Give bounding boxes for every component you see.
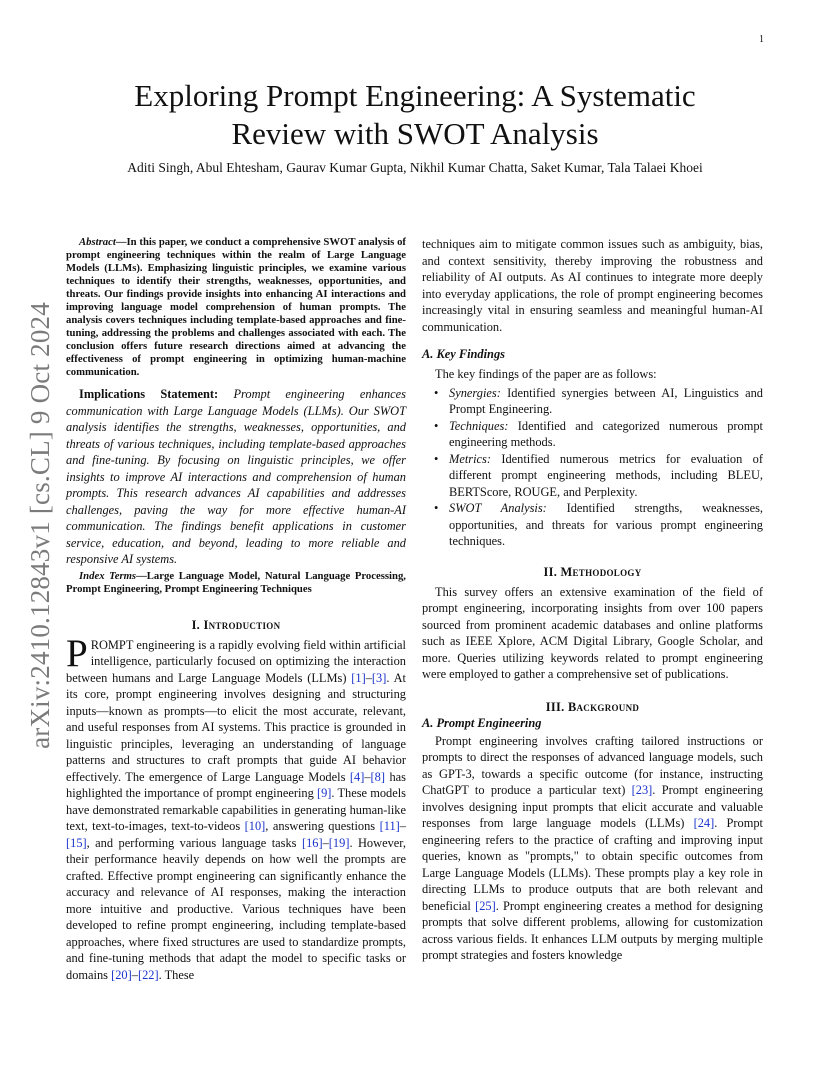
implications-lead: Implications Statement: xyxy=(79,387,219,401)
title-line-2: Review with SWOT Analysis xyxy=(231,116,599,151)
key-finding-text: Identified strengths, weaknesses, opportunities, and threats for various prompt engineering techniques. xyxy=(449,501,763,548)
text-segment: ROMPT engineering is a rapidly evolving field within artificial intelligence, particularly focused on optimizing the interaction between humans and Large Language Models (LLMs) xyxy=(66,637,406,685)
intro-heading: I. Introduction xyxy=(191,617,281,632)
citation: [4] xyxy=(349,769,365,784)
page-number: 1 xyxy=(759,34,764,45)
key-finding-text: Identified synergies between AI, Linguistics and Prompt Engineering. xyxy=(449,385,763,416)
key-findings-heading: A. Key Findings xyxy=(422,347,505,361)
bullet-glyph: • xyxy=(434,501,439,515)
prompt-engineering-subheading: A. Prompt Engineering xyxy=(422,715,542,730)
text-segment: – xyxy=(399,819,406,833)
citation: [8] xyxy=(370,769,385,784)
text-segment: , answering questions xyxy=(265,819,380,833)
text-segment: Prompt engineering involves crafting tailored instructions or prompts to direct the responses of advanced language models, such as GPT-3, towards a specific outcome (for instance, instructing ChatGPT to produce a particular text) xyxy=(422,733,763,797)
background-heading: III. Background xyxy=(545,699,640,714)
paper-title xyxy=(80,77,750,153)
text-segment: has highlighted the importance of prompt engineering xyxy=(66,769,406,800)
text-segment: – xyxy=(322,835,329,850)
key-finding-item xyxy=(422,418,763,451)
text-segment: . These xyxy=(158,967,195,982)
background-paragraph xyxy=(422,733,763,964)
index-terms-lead: Index Terms xyxy=(79,569,137,582)
key-finding-item xyxy=(422,500,763,550)
key-finding-item xyxy=(422,451,763,501)
implications-statement xyxy=(66,386,406,568)
key-finding-text: Identified numerous metrics for evaluation of different prompt engineering methods, including BLEU, BERTScore, ROUGE, and Perplexity. xyxy=(449,451,763,499)
citation: [3] xyxy=(371,670,387,685)
citation: [25] xyxy=(475,898,496,913)
arxiv-side-stamp xyxy=(16,298,64,753)
key-finding-label: SWOT Analysis: xyxy=(449,501,547,515)
text-segment: . However, their performance heavily depends on how well the prompts are crafted. Effective prompt engineering can significantly enhance the accuracy and relevance of AI responses, making the interaction more intuitive and productive. Various techniques have been developed to refine prompt engineering, including template-based approaches, where fixed structures are used to standardize prompts, and fine-tuning methods that adapt the model to specific tasks or domains xyxy=(66,835,406,982)
text-segment: . Prompt engineering refers to the practice of crafting and improving input queries, known as "prompts," to obtain specific outcomes from Large Language Models (LLMs). These prompts play a key role in directing LLMs to produce outputs that are both relevant and beneficial xyxy=(422,816,763,913)
citation: [24] xyxy=(693,816,715,830)
key-finding-label: Synergies: xyxy=(449,385,501,400)
key-finding-label: Techniques: xyxy=(449,418,509,433)
bullet-glyph: • xyxy=(434,451,439,466)
citation: [9] xyxy=(316,786,332,800)
bullet-glyph: • xyxy=(434,418,439,433)
text-segment: . These models have demonstrated remarkable capabilities in generating human-like text, text-to-images, text-to-videos xyxy=(66,786,407,833)
citation: [10] xyxy=(244,819,266,833)
key-finding-item xyxy=(422,385,763,418)
author-list: Aditi Singh, Abul Ehtesham, Gaurav Kumar Gupta, Nikhil Kumar Chatta, Saket Kumar, Tala Talaei Khoei xyxy=(127,160,703,175)
citation: [22] xyxy=(137,967,159,982)
citation: [23] xyxy=(631,783,653,797)
key-findings-list xyxy=(422,385,763,550)
text-segment: . Prompt engineering creates a method for designing prompts that solve different problems, allowing for customization across various fields. It enhances LLM outputs by merging multiple prompt strategies and fosters knowledge xyxy=(422,898,763,962)
intro-dropcap: P xyxy=(66,631,88,675)
citation: [16] xyxy=(301,835,323,850)
abstract-text: —In this paper, we conduct a comprehensive SWOT analysis of prompt engineering techniques within the realm of Large Language Models (LLMs). Emphasizing linguistic principles, we examine various techniques to identify their strengths, weaknesses, opportunities, and threats. Our findings provide insights into enhancing AI interactions and improving language model comprehension of human prompts. The analysis covers techniques including template-based approaches and fine-tuning, addressing the problems and challenges associated with each. The conclusion offers future research directions aimed at advancing the effectiveness of prompt engineering in optimizing human-machine communication. xyxy=(66,236,406,378)
key-finding-text: Identified and categorized numerous prompt engineering methods. xyxy=(449,418,763,449)
intro-continued: techniques aim to mitigate common issues such as ambiguity, bias, and context sensitivity, thereby improving the robustness and reliability of AI outputs. As AI continues to integrate more deeply into everyday applications, the role of prompt engineering becomes increasingly vital in ensuring seamless and meaningful human-AI communication. xyxy=(422,237,763,334)
citation: [20] xyxy=(111,967,132,982)
intro-paragraph xyxy=(66,631,407,984)
text-segment: . Prompt engineering involves designing input prompts that elicit accurate and valuable responses from large language models (LLMs) xyxy=(422,783,763,830)
citation: [11] xyxy=(379,819,400,833)
intro-text xyxy=(66,631,407,982)
key-finding-label: Metrics: xyxy=(449,451,491,466)
text-segment: – xyxy=(131,967,138,982)
text-segment: , and performing various language tasks xyxy=(86,835,302,850)
citation: [15] xyxy=(66,835,87,850)
title-line-1: Exploring Prompt Engineering: A Systematic xyxy=(134,78,696,113)
citation: [19] xyxy=(328,835,350,850)
right-column xyxy=(422,236,763,964)
left-column xyxy=(66,236,406,983)
index-terms xyxy=(66,570,406,596)
citation: [1] xyxy=(351,670,366,685)
bullet-glyph: • xyxy=(434,385,439,400)
abstract xyxy=(66,236,406,379)
index-terms-text: —Large Language Model, Natural Language Processing, Prompt Engineering, Prompt Engineering Techniques xyxy=(66,569,406,595)
key-findings-intro: The key findings of the paper are as follows: xyxy=(435,367,657,381)
text-segment: . At its core, prompt engineering involves designing and structuring inputs—known as prompts—to elicit the most accurate, relevant, and useful responses from AI systems. This practice is grounded in linguistic principles, leveraging an understanding of language patterns and structures to craft prompts that guide AI behavior effectively. The emergence of Large Language Models xyxy=(66,670,406,784)
text-segment: – xyxy=(364,769,371,784)
text-segment: – xyxy=(365,670,372,685)
arxiv-identifier: arXiv:2410.12843v1 [cs.CL] 9 Oct 2024 xyxy=(24,302,55,749)
methodology-paragraph: This survey offers an extensive examination of the field of prompt engineering, incorporating insights from over 100 papers sourced from prominent academic databases and online platforms such as IEEE Xplore, ACM Digital Library, Google Scholar, and more. Queries utilizing keywords related to prompt engineering were employed to gather a comprehensive set of publications. xyxy=(422,584,763,681)
implications-text: Prompt engineering enhances communication with Large Language Models (LLMs). Our SWOT analysis identifies the strengths, weaknesses, opportunities, and threats of various techniques, including template-based approaches and fine-tuning. By focusing on linguistic principles, we offer insights to improve AI interactions and comprehension of human prompts. This research advances AI capabilities and addresses challenges, paving the way for more effective human-AI communication. The findings benefit applications in customer service, education, and beyond, leading to more reliable and responsive AI systems. xyxy=(66,387,406,566)
background-text xyxy=(422,734,763,963)
abstract-lead: Abstract xyxy=(79,236,116,248)
methodology-heading: II. Methodology xyxy=(543,564,642,579)
